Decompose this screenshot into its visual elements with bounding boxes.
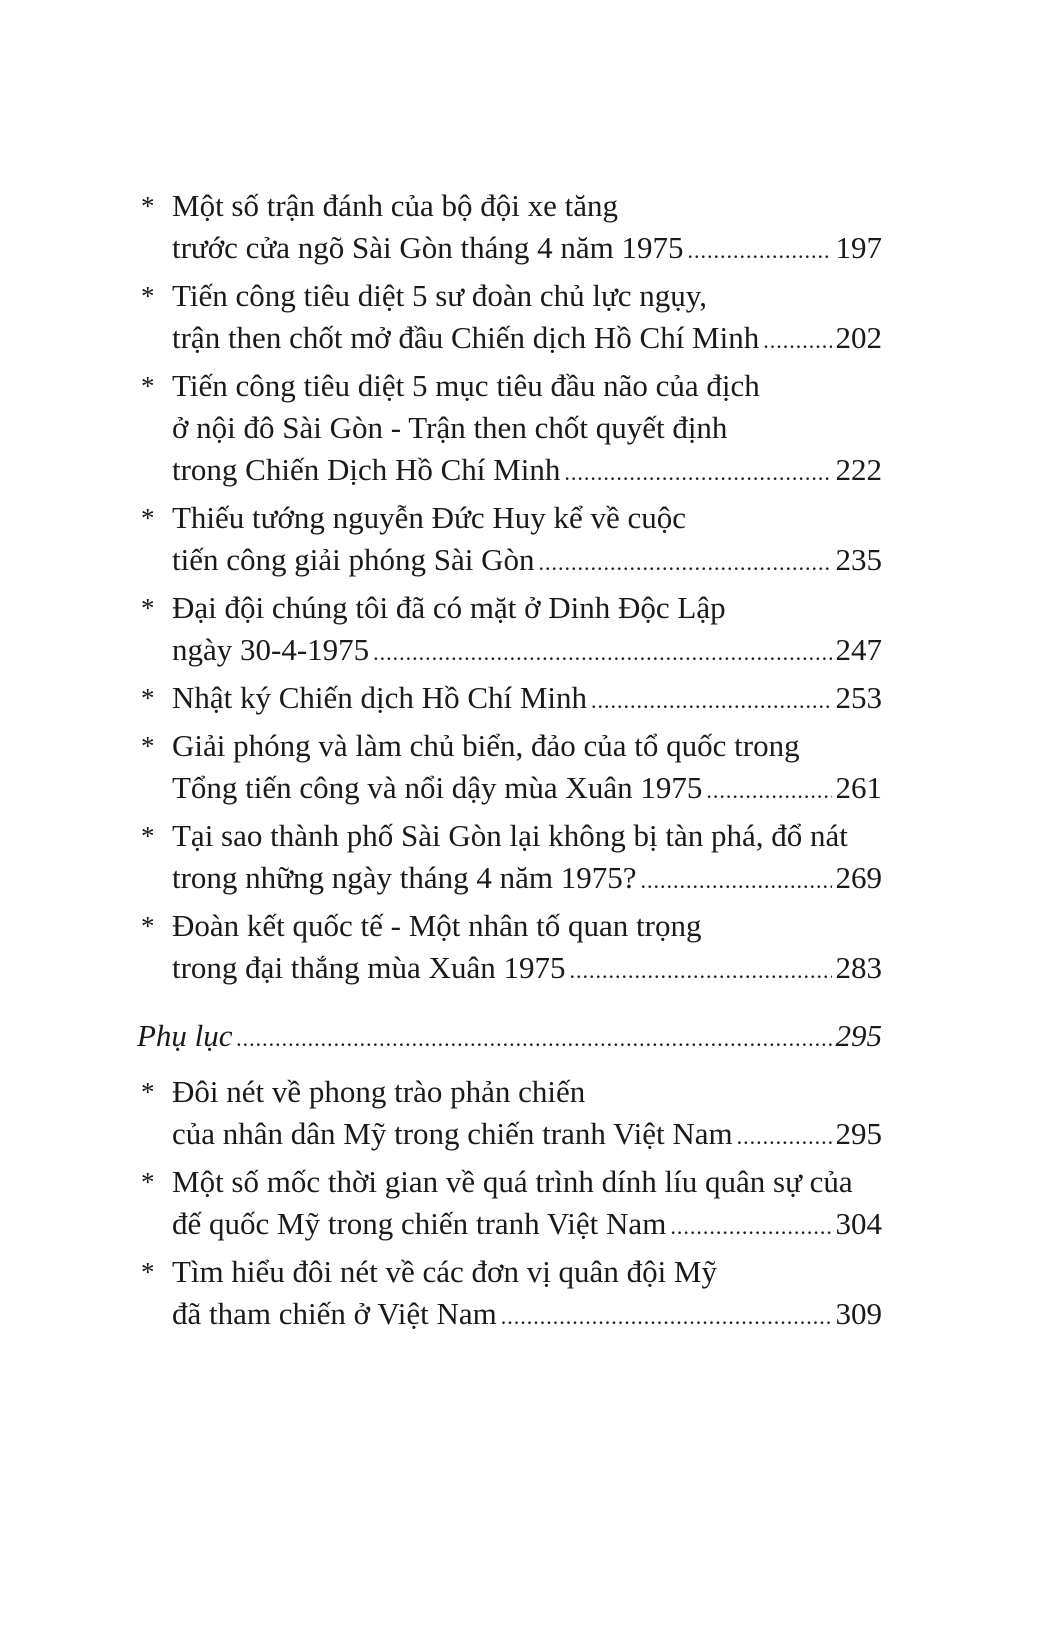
entry-last-line xyxy=(0,857,882,899)
dot-leader xyxy=(237,1018,832,1060)
entry-title-text: đế quốc Mỹ trong chiến tranh Việt Nam xyxy=(172,1206,667,1241)
entry-title-text: ngày 30-4-1975 xyxy=(172,632,370,667)
page-number: 247 xyxy=(835,632,882,667)
entry-title-text: trong những ngày tháng 4 năm 1975? xyxy=(172,860,637,895)
entry-title-text: Tiến công tiêu diệt 5 mục tiêu đầu não của địch xyxy=(172,368,760,403)
toc-entry[interactable] xyxy=(0,185,1040,269)
dot-leader xyxy=(538,542,831,584)
page-number: 202 xyxy=(835,320,882,355)
entry-title-text: trước cửa ngõ Sài Gòn tháng 4 năm 1975 xyxy=(172,230,684,265)
entry-last-line xyxy=(0,629,882,671)
entry-line xyxy=(0,275,882,317)
dot-leader xyxy=(670,1206,831,1248)
page-number: 304 xyxy=(835,1206,882,1241)
entry-title-text: Thiếu tướng nguyễn Đức Huy kể về cuộc xyxy=(172,500,686,535)
section-title: Phụ lục xyxy=(137,1018,233,1053)
bullet-asterisk: * xyxy=(141,191,155,221)
dot-leader xyxy=(501,1296,832,1338)
dot-leader xyxy=(737,1116,832,1158)
page-number: 283 xyxy=(835,950,882,985)
toc-entry[interactable] xyxy=(0,275,1040,359)
entry-line xyxy=(0,365,882,407)
bullet-asterisk: * xyxy=(141,1077,155,1107)
page-number: 197 xyxy=(835,230,882,265)
bullet-asterisk: * xyxy=(141,503,155,533)
entry-last-line xyxy=(0,767,882,809)
entry-line xyxy=(0,725,882,767)
page-number: 309 xyxy=(835,1296,882,1331)
entry-title-text: trong đại thắng mùa Xuân 1975 xyxy=(172,950,566,985)
bullet-asterisk: * xyxy=(141,683,155,713)
entry-title-text: Đại đội chúng tôi đã có mặt ở Dinh Độc Lập xyxy=(172,590,726,625)
entry-line xyxy=(0,407,882,449)
dot-leader xyxy=(564,452,831,494)
page-number: 222 xyxy=(835,452,882,487)
toc-entry[interactable] xyxy=(0,365,1040,491)
entry-title-text: trận then chốt mở đầu Chiến dịch Hồ Chí Minh xyxy=(172,320,760,355)
entry-last-line xyxy=(0,227,882,269)
bullet-asterisk: * xyxy=(141,911,155,941)
entry-line xyxy=(0,905,882,947)
toc-entry[interactable] xyxy=(0,905,1040,989)
bullet-asterisk: * xyxy=(141,1167,155,1197)
dot-leader xyxy=(373,632,831,674)
entry-title-text: Tổng tiến công và nổi dậy mùa Xuân 1975 xyxy=(172,770,703,805)
toc-entry[interactable] xyxy=(0,725,1040,809)
dot-leader xyxy=(641,860,832,902)
bullet-asterisk: * xyxy=(141,821,155,851)
entry-last-line xyxy=(0,947,882,989)
entry-title-text: Nhật ký Chiến dịch Hồ Chí Minh xyxy=(172,680,588,715)
entry-last-line xyxy=(0,539,882,581)
entry-title-text: Một số mốc thời gian về quá trình dính líu quân sự của xyxy=(172,1164,853,1199)
entry-title-text: Tìm hiểu đôi nét về các đơn vị quân đội Mỹ xyxy=(172,1254,717,1289)
bullet-asterisk: * xyxy=(141,731,155,761)
toc-group-appendix xyxy=(0,1071,1040,1335)
toc-entry[interactable] xyxy=(0,677,1040,719)
toc-entry[interactable] xyxy=(0,815,1040,899)
page-number: 235 xyxy=(835,542,882,577)
entry-last-line xyxy=(0,1293,882,1335)
section-line xyxy=(0,1015,882,1057)
dot-leader xyxy=(569,950,831,992)
entry-line xyxy=(0,815,882,857)
entry-title-text: của nhân dân Mỹ trong chiến tranh Việt Nam xyxy=(172,1116,733,1151)
toc-entry[interactable] xyxy=(0,1251,1040,1335)
entry-line xyxy=(0,185,882,227)
entry-title-text: trong Chiến Dịch Hồ Chí Minh xyxy=(172,452,561,487)
dot-leader xyxy=(591,680,831,722)
dot-leader xyxy=(706,770,831,812)
entry-title-text: Tiến công tiêu diệt 5 sư đoàn chủ lực ngụy, xyxy=(172,278,707,313)
entry-title-text: Một số trận đánh của bộ đội xe tăng xyxy=(172,188,618,223)
entry-line xyxy=(0,587,882,629)
toc-entry[interactable] xyxy=(0,497,1040,581)
entry-line xyxy=(0,1251,882,1293)
toc-entry[interactable] xyxy=(0,1161,1040,1245)
toc-entry[interactable] xyxy=(0,1071,1040,1155)
section-page-number: 295 xyxy=(835,1018,882,1053)
dot-leader xyxy=(763,320,831,362)
page-number: 295 xyxy=(835,1116,882,1151)
entry-last-line xyxy=(0,449,882,491)
entry-title-text: ở nội đô Sài Gòn - Trận then chốt quyết định xyxy=(172,410,728,445)
page-number: 261 xyxy=(835,770,882,805)
entry-line xyxy=(0,1161,882,1203)
entry-line xyxy=(0,1071,882,1113)
entry-title-text: Giải phóng và làm chủ biển, đảo của tổ quốc trong xyxy=(172,728,800,763)
entry-title-text: Tại sao thành phố Sài Gòn lại không bị tàn phá, đổ nát xyxy=(172,818,848,853)
entry-last-line xyxy=(0,1203,882,1245)
bullet-asterisk: * xyxy=(141,371,155,401)
page-number: 269 xyxy=(835,860,882,895)
toc-section-appendix[interactable] xyxy=(0,1015,1040,1057)
bullet-asterisk: * xyxy=(141,1257,155,1287)
entry-title-text: Đoàn kết quốc tế - Một nhân tố quan trọng xyxy=(172,908,702,943)
toc-entry[interactable] xyxy=(0,587,1040,671)
entry-title-text: đã tham chiến ở Việt Nam xyxy=(172,1296,497,1331)
entry-last-line xyxy=(0,1113,882,1155)
entry-last-line xyxy=(0,677,882,719)
toc-group-main xyxy=(0,185,1040,989)
entry-last-line xyxy=(0,317,882,359)
page-number: 253 xyxy=(835,680,882,715)
dot-leader xyxy=(687,230,831,272)
entry-title-text: Đôi nét về phong trào phản chiến xyxy=(172,1074,586,1109)
table-of-contents xyxy=(0,185,1040,1341)
bullet-asterisk: * xyxy=(141,593,155,623)
bullet-asterisk: * xyxy=(141,281,155,311)
entry-line xyxy=(0,497,882,539)
entry-title-text: tiến công giải phóng Sài Gòn xyxy=(172,542,535,577)
